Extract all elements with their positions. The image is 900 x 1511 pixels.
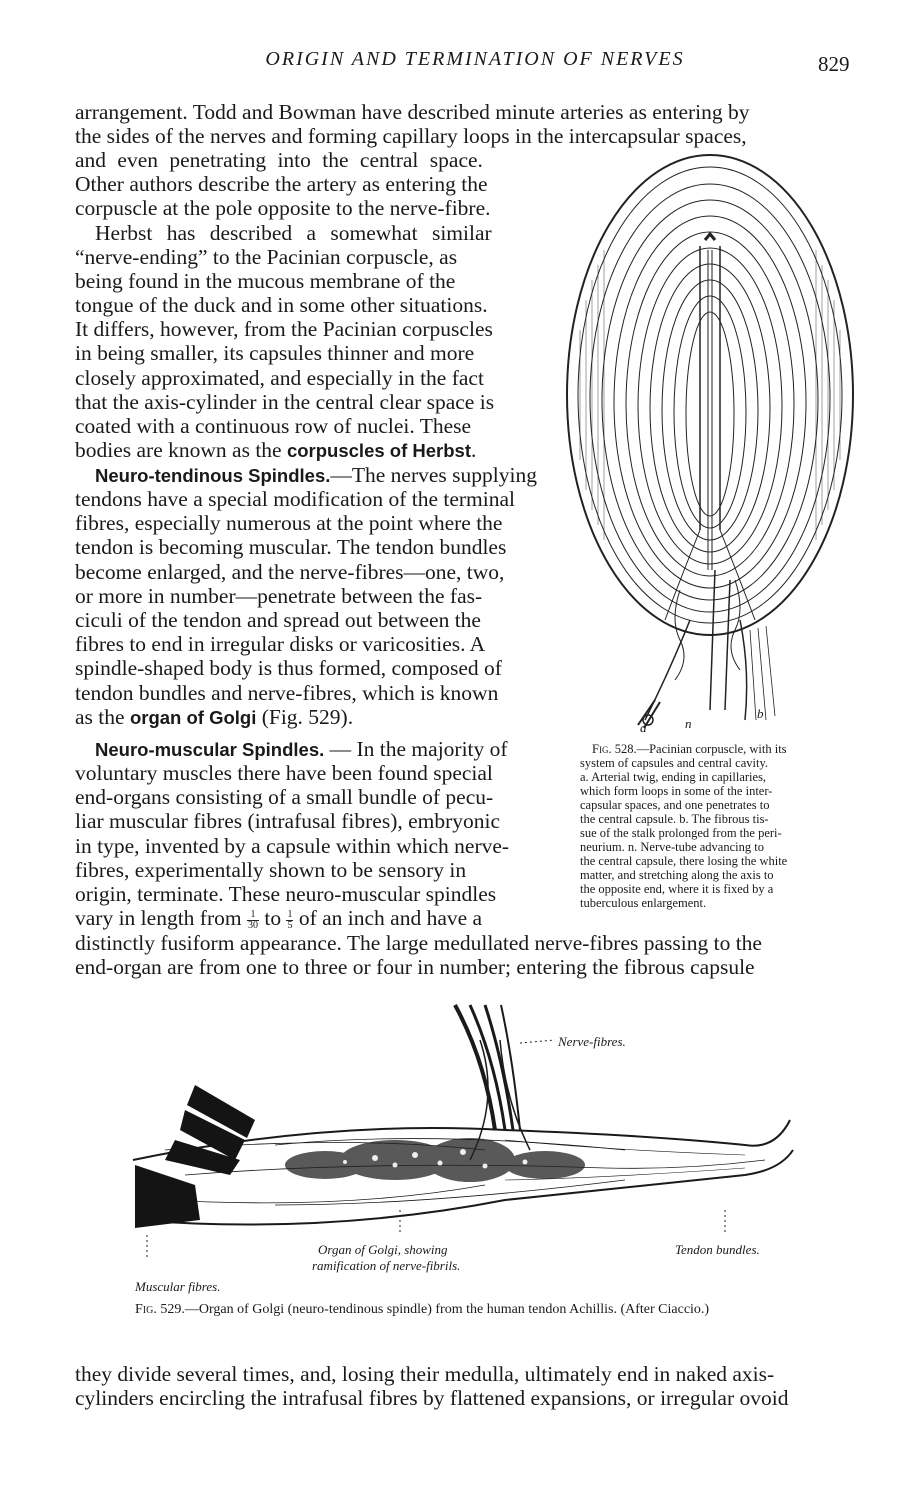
fig529-label-nerve-fibres: Nerve-fibres. <box>558 1034 626 1049</box>
fraction-one-fifth: $\frac{1}{5}$ <box>287 908 293 931</box>
body-line: end-organs consisting of a small bundle of pecu- <box>75 785 494 809</box>
term-corpuscles-of-herbst: corpuscles of Herbst <box>286 440 471 461</box>
term-organ-of-golgi: organ of Golgi <box>129 707 257 728</box>
fig529-label-tendon-bundles: Tendon bundles. <box>675 1242 760 1257</box>
body-line: become enlarged, and the nerve-fibres—one, two, <box>75 560 505 584</box>
running-head: ORIGIN AND TERMINATION OF NERVES <box>265 48 685 70</box>
body-line: fibres to end in irregular disks or varicosities. A <box>75 632 486 656</box>
fig528-label-a: a <box>640 720 647 735</box>
fig528-caption-line: tuberculous enlargement. <box>580 896 707 910</box>
body-line: tendon is becoming muscular. The tendon bundles <box>75 535 507 559</box>
body-line: Neuro-muscular Spindles. — In the majority of <box>95 737 508 761</box>
body-line: arrangement. Todd and Bowman have described minute arteries as entering by <box>75 100 750 124</box>
fig528-caption-line: neurium. n. Nerve-tube advancing to <box>580 840 764 854</box>
body-line: coated with a continuous row of nuclei. These <box>75 414 472 438</box>
body-line: tendons have a special modification of the terminal <box>75 487 516 511</box>
fig528-label-n: n <box>685 716 692 731</box>
body-line: Other authors describe the artery as entering the <box>75 172 488 196</box>
body-line: corpuscle at the pole opposite to the nerve-fibre. <box>75 196 491 220</box>
body-line: liar muscular fibres (intrafusal fibres), embryonic <box>75 809 501 833</box>
body-line: Neuro-tendinous Spindles.—The nerves supplying <box>95 463 537 487</box>
body-line: tendon bundles and nerve-fibres, which is known <box>75 681 499 705</box>
body-line: and even penetrating into the central space. <box>75 148 483 172</box>
body-line: Herbst has described a somewhat similar <box>95 221 492 245</box>
fig528-caption-line: a. Arterial twig, ending in capillaries, <box>580 770 767 784</box>
body-line: in being smaller, its capsules thinner and more <box>75 341 475 365</box>
fig528-caption-line: the central capsule. b. The fibrous tis- <box>580 812 769 826</box>
organ-of-golgi-illustration <box>125 1000 805 1260</box>
fig528-caption-line: matter, and stretching along the axis to <box>580 868 774 882</box>
body-line: they divide several times, and, losing their medulla, ultimately end in naked axis- <box>75 1362 775 1386</box>
body-line: or more in number—penetrate between the fas- <box>75 584 483 608</box>
fig529-label-muscular-fibres: Muscular fibres. <box>135 1279 221 1294</box>
pacinian-corpuscle-illustration <box>560 150 865 740</box>
body-line: in type, invented by a capsule within which nerve- <box>75 834 510 858</box>
fig528-caption-line: capsular spaces, and one penetrates to <box>580 798 770 812</box>
body-line: spindle-shaped body is thus formed, composed of <box>75 656 502 680</box>
heading-neuro-muscular: Neuro-muscular Spindles. <box>95 739 325 760</box>
fig528-caption-line: system of capsules and central cavity. <box>580 756 769 770</box>
fig528-caption-line: sue of the stalk prolonged from the peri- <box>580 826 782 840</box>
body-line: vary in length from $\frac{1}{30}$ to $\frac{1}{5}$ of an inch and have a <box>75 906 483 931</box>
fig529-caption: Fig. 529.—Organ of Golgi (neuro-tendinous spindle) from the human tendon Achillis. (After Ciaccio.) <box>135 1302 710 1317</box>
body-line: fibres, experimentally shown to be sensory in <box>75 858 467 882</box>
fig528-caption-line: which form loops in some of the inter- <box>580 784 773 798</box>
fig528-caption-line: the opposite end, where it is fixed by a <box>580 882 774 896</box>
body-line: tongue of the duck and in some other situations. <box>75 293 488 317</box>
body-line: closely approximated, and especially in the fact <box>75 366 484 390</box>
body-line: cylinders encircling the intrafusal fibres by flattened expansions, or irregular ovoid <box>75 1386 789 1410</box>
fig528-caption-line: the central capsule, there losing the white <box>580 854 788 868</box>
body-line: voluntary muscles there have been found special <box>75 761 493 785</box>
fig529-label-organ-line: Organ of Golgi, showing <box>318 1242 448 1257</box>
body-line: end-organ are from one to three or four in number; entering the fibrous capsule <box>75 955 755 979</box>
fig528-label-b: b <box>757 706 764 721</box>
page-number: 829 <box>818 52 850 76</box>
body-line: distinctly fusiform appearance. The large medullated nerve-fibres passing to the <box>75 931 762 955</box>
body-line: that the axis-cylinder in the central clear space is <box>75 390 495 414</box>
body-line: as the organ of Golgi (Fig. 529). <box>75 705 354 729</box>
heading-neuro-tendinous: Neuro-tendinous Spindles. <box>95 465 331 486</box>
body-line: “nerve-ending” to the Pacinian corpuscle, as <box>75 245 458 269</box>
body-line: being found in the mucous membrane of the <box>75 269 456 293</box>
fig529-label-organ-line: ramification of nerve-fibrils. <box>312 1258 461 1273</box>
fraction-one-thirtieth: $\frac{1}{30}$ <box>247 908 258 931</box>
body-line: It differs, however, from the Pacinian corpuscles <box>75 317 493 341</box>
body-line: ciculi of the tendon and spread out between the <box>75 608 481 632</box>
body-line: fibres, especially numerous at the point where the <box>75 511 503 535</box>
fig528-caption-line: Fig. 528.—Pacinian corpuscle, with its <box>592 742 787 756</box>
body-line: origin, terminate. These neuro-muscular spindles <box>75 882 497 906</box>
body-line: bodies are known as the corpuscles of Herbst. <box>75 438 477 462</box>
body-line: the sides of the nerves and forming capillary loops in the intercapsular spaces, <box>75 124 747 148</box>
